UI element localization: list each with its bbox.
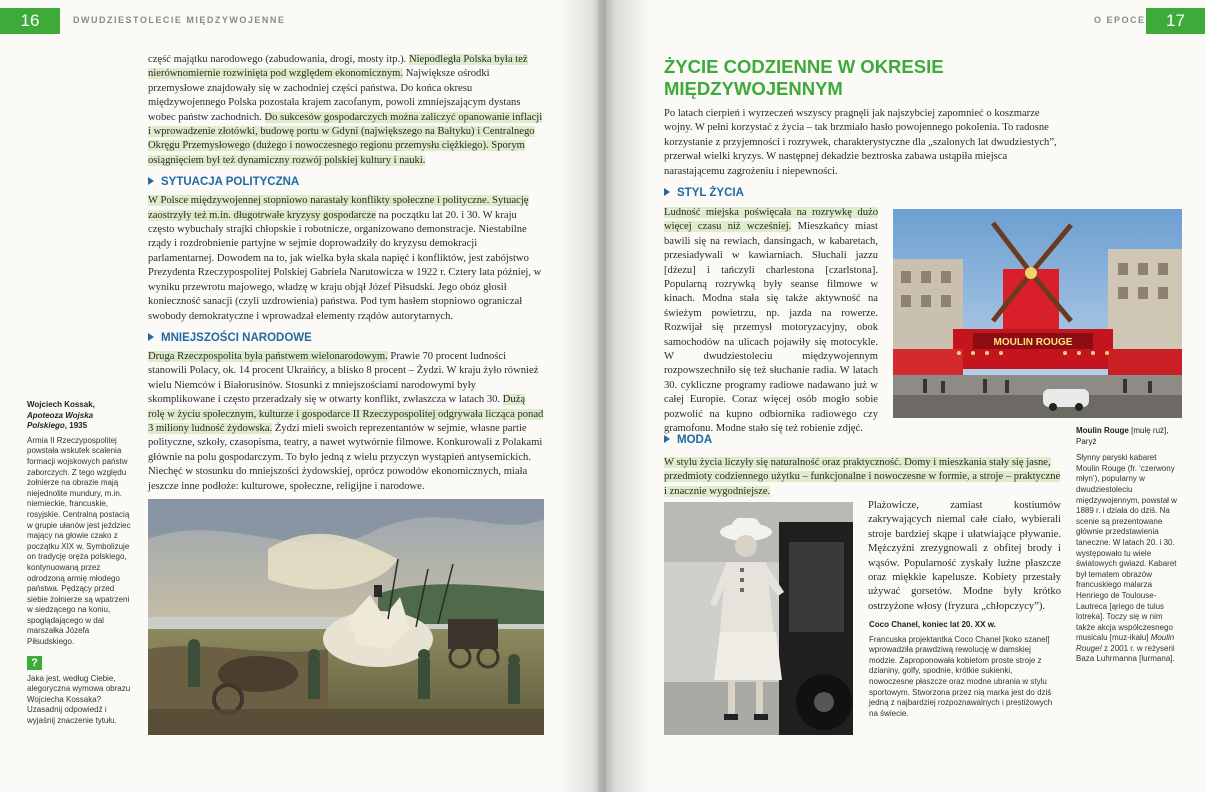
moda-highlight-block (664, 456, 1061, 499)
moulin-rouge-sign: MOULIN ROUGE (993, 337, 1073, 348)
triangle-bullet-icon (148, 177, 154, 185)
mniejszosci-paragraph (148, 350, 544, 494)
page-number: 17 (1146, 8, 1205, 34)
kossak-painting (148, 499, 544, 735)
heading-text: STYL ŻYCIA (677, 187, 744, 200)
heading-text: MNIEJSZOŚCI NARODOWE (161, 331, 312, 344)
chanel-caption: Coco Chanel, koniec lat 20. XX w. (869, 620, 996, 629)
running-head: O EPOCE (1094, 15, 1146, 25)
caption-title: Apoteoza Wojska Polskiego (27, 410, 94, 431)
text: Prawie 70 procent ludności stanowili Polacy, ok. 14 procent Ukraińcy, a blisko 8 procent – Żydzi. W kraju żyło również wielu Niemców i Białorusinów. Stosunki z mniejszościami narodowymi były skomplikowane i często przeradzały się w otwarty konflikt, zwłaszcza w latach 30. (148, 350, 539, 406)
caption-pronunciation: [mulę ruż], (1128, 426, 1169, 435)
triangle-bullet-icon (664, 188, 670, 196)
text: z 2001 r. w reżyserii Baza Luhrmanna [lurmana]. (1076, 643, 1175, 664)
highlight: Ludność miejska poświęcała na rozrywkę dużo więcej czasu niż wcześniej. (664, 207, 878, 233)
text: na początku lat 20. i 30. W kraju często wybuchały strajki chłopskie i robotnicze, organizowano demonstracje. Niestabilne rządy i rozdrobnienie partyjne w sejmie doprowadziły do kryzysu demokracji parlamentarnej. Dowodem na to, jak wielka była skala napięć i konfliktów, jest zabójstwo Prezydenta Rzeczypospolitej Polskiej Gabriela Narutowicza w 1922 r. Cztery lata później, w wyniku przewrotu majowego, władzę w kraju objął Józef Piłsudski. Jego obóz głosił konieczność sanacji (czyli uzdrowienia) państwa. Pod tym hasłem stopniowo ograniczał swobody demokratyczne i wprowadzał elementy rządów autorytarnych. (148, 209, 542, 322)
section-heading-sytuacja (148, 176, 544, 188)
moda-column (868, 499, 1061, 614)
moda-paragraph: Plażowicze, zamiast kostiumów zakrywających niemal całe ciało, wybierali stroje bardziej skąpe i ułatwiające pływanie. Mężczyźni zrezygnowali z obfitej brody i wąsów. Popularność zyskały luźne płaszcze oraz miękkie kapelusze. Kobiety przestały używać gorsetów. Modne były krótko ostrzyżone włosy (fryzura „chłopczycy”). (868, 500, 1061, 612)
heading-text: SYTUACJA POLITYCZNA (161, 176, 300, 189)
text: Żydzi mieli swoich reprezentantów w sejmie, własne partie polityczne, szkoły, czasopisma, teatry, a nawet wytwórnie filmowe. Konkurowali z Polakami głównie na polu gospodarczym. To było jedną z wielu przyczyn wystąpień antysemickich. Niechęć w stosunku do mniejszości żydowskiej, oprócz powodów ekonomicznych, miała jeszcze inne podłoże: kulturowe, społeczne, religijne i narodowe. (148, 422, 543, 492)
caption-author: Wojciech Kossak, (27, 400, 95, 409)
caption-year: , 1935 (64, 421, 88, 431)
caption-city: Paryż (1076, 436, 1097, 446)
chanel-description: Francuska projektantka Coco Chanel [koko szanel] wprowadziła prawdziwą rewolucję w damskiej modzie. Zaproponowała kobietom proste stroje z dzianiny, golfy, spodnie, krótkie sukienki, nowoczesne płaszcze oraz modne ubrania w stylu sportowym. Stworzona przez nią marka jest do dziś jedną z najbardziej rozpoznawalnych i prestiżowych na świecie. (869, 634, 1053, 718)
section-heading-mniejszosci (148, 332, 544, 344)
right-page (606, 0, 1205, 792)
painting-description: Armia II Rzeczypospolitej powstała wskutek scalenia formacji wojskowych państw zaborczych. Z tego względu żołnierze na obrazie mają niejednolite mundury, m.in. niemieckie, francuskie, rosyjskie. Centralną postacią w grupie ułanów jest jeździec mający na głowie czako z początku XIX w. Symbolizuje on tradycję oręża polskiego, kontynuowaną przez odrodzoną armię młodego państwa. Pędzący przed siebie żołnierze są wpatrzeni w siedzącego na koniu, spoglądającego w dal marszałka Józefa Piłsudskiego. (27, 435, 131, 647)
right-sidebar (1076, 426, 1182, 665)
intro-paragraph (148, 53, 544, 168)
painting-illustration (148, 499, 544, 735)
triangle-bullet-icon (148, 333, 154, 341)
coco-chanel-illustration (664, 502, 853, 735)
text: Słynny paryski kabaret Moulin Rouge (fr. ‘czerwony młyn’), popularny w dwudziestoleciu międzywojennym, powstał w 1889 r. i działa do dziś. Na scenie są prezentowane głównie przedstawienia taneczne. W latach 20. i 30. występowało tu wiele światowych gwiazd. Kabaret był tematem obrazów francuskiego malarza Henriego de Toulouse-Lautreca [ąriego de tulus lotreka]. Toczy się w nim także akcja współczesnego musicalu [muz-ikalu] (1076, 453, 1177, 643)
running-head: DWUDZIESTOLECIE MIĘDZYWOJENNE (73, 15, 286, 25)
title-line: ŻYCIE CODZIENNE W OKRESIE (664, 56, 944, 77)
moulin-description (1076, 453, 1182, 665)
styl-column (664, 206, 878, 437)
moda-highlight (664, 456, 1061, 499)
styl-paragraph (664, 206, 878, 437)
section-heading-styl (664, 187, 1061, 199)
highlight: Druga Rzeczpospolita była państwem wielonarodowym. (148, 350, 388, 362)
left-page (0, 0, 598, 792)
sytuacja-paragraph (148, 194, 544, 324)
page-number: 16 (0, 8, 60, 34)
triangle-bullet-icon (664, 435, 670, 443)
highlight: Do sukcesów gospodarczych można zaliczyć opanowanie inflacji i wprowadzenie złotówki, budowę portu w Gdyni (największego na Bałtyku) i Centralnego Okręgu Przemysłowego (dużego i nowoczesnego regionu przemysłu ciężkiego). Sporym osiągnięciem był też dynamiczny rozwój polskiej kultury i nauki. (148, 111, 543, 166)
main-column (148, 53, 544, 494)
left-sidebar (27, 400, 133, 727)
moulin-caption (1076, 426, 1182, 447)
musical-title: Moulin Rouge! (1076, 633, 1175, 653)
caption-title: Moulin Rouge (1076, 426, 1129, 435)
chanel-caption-block (869, 620, 1059, 719)
main-column (664, 56, 1061, 205)
moda-heading-wrap (664, 426, 1061, 452)
moulin-rouge-illustration (893, 209, 1182, 418)
text: Największe ośrodki przemysłowe znajdowały się w zachodniej części państwa. Do końca okresu międzywojennego Polska pozostała krajem zacofanym, powoli zmniejszającym dystans wobec państw zachodnich. (148, 68, 521, 123)
question-icon: ? (27, 656, 42, 670)
text: część majątku narodowego (zabudowania, drogi, mosty itp.). (148, 54, 409, 65)
intro-paragraph: Po latach cierpień i wyrzeczeń wszyscy pragnęli jak najszybciej zapomnieć o koszmarze wojny. W pełni korzystać z życia – tak brzmiało hasło powojennego pokolenia. To radosne korzystanie z przyjemności i rozrywek, charakterystyczne dla „szalonych lat dwudziestych”, przerwał wielki kryzys. W następnej dekadzie beztroska zabawa ustąpiła miejsca narastającemu zagrożeniu i niepewności. (664, 108, 1057, 177)
highlight: W Polsce międzywojennej stopniowo narastały konflikty społeczne i polityczne. Sytuację zaostrzyły też m.in. długotrwałe kryzysy gospodarcze (148, 195, 529, 221)
title-line: MIĘDZYWOJENNYM (664, 78, 843, 99)
heading-text: MODA (677, 434, 713, 446)
coco-chanel-photo (664, 502, 853, 735)
painting-caption (27, 400, 133, 432)
section-heading-moda (664, 434, 1061, 446)
text: Mieszkańcy miast bawili się na rewiach, dansingach, w kabaretach, przesiadywali w kawiarniach. Słuchali jazzu [dżezu] i tańczyli charlestona [czarlstona]. Popularną rozrywką były seanse filmowe w kinach. Modna stała się także aktywność na świeżym powietrzu, np. jazda na rowerze. Rozwijał się przemysł motoryzacyjny, obok samochodów na ulicach pojawiły się motocykle. W dwudziestoleciu międzywojennym rozpowszechniło się też słuchanie radia. W latach 30. cykliczne programy radiowe nadawano już w całej Europie. Coraz więcej osób mogło sobie pozwolić na kupno odbiornika radiowego czy gramofonu. Modne stało się też robienie zdjęć. (664, 221, 878, 435)
highlight: Niepodległa Polska była też nierównomiernie rozwinięta pod względem ekonomicznym. (148, 54, 528, 80)
highlight: W stylu życia liczyły się naturalność oraz praktyczność. Domy i mieszkania stały się jasne, przedmioty codziennego użytku – funkcjonalne i nowoczesne w formie, a stroje – praktyczne i znacznie wygodniejsze. (664, 457, 1061, 497)
page-title (664, 56, 1061, 100)
question-text: Jaka jest, według Ciebie, alegoryczna wymowa obrazu Wojciecha Kossaka? Uzasadnij odpowiedź i wyjaśnij znaczenie tytułu. (27, 673, 131, 726)
moulin-rouge-photo (893, 209, 1182, 418)
highlight: Dużą rolę w życiu społecznym, kulturze i gospodarce II Rzeczypospolitej odgrywała licząca ponad 3 miliony ludność żydowska. (148, 394, 544, 434)
